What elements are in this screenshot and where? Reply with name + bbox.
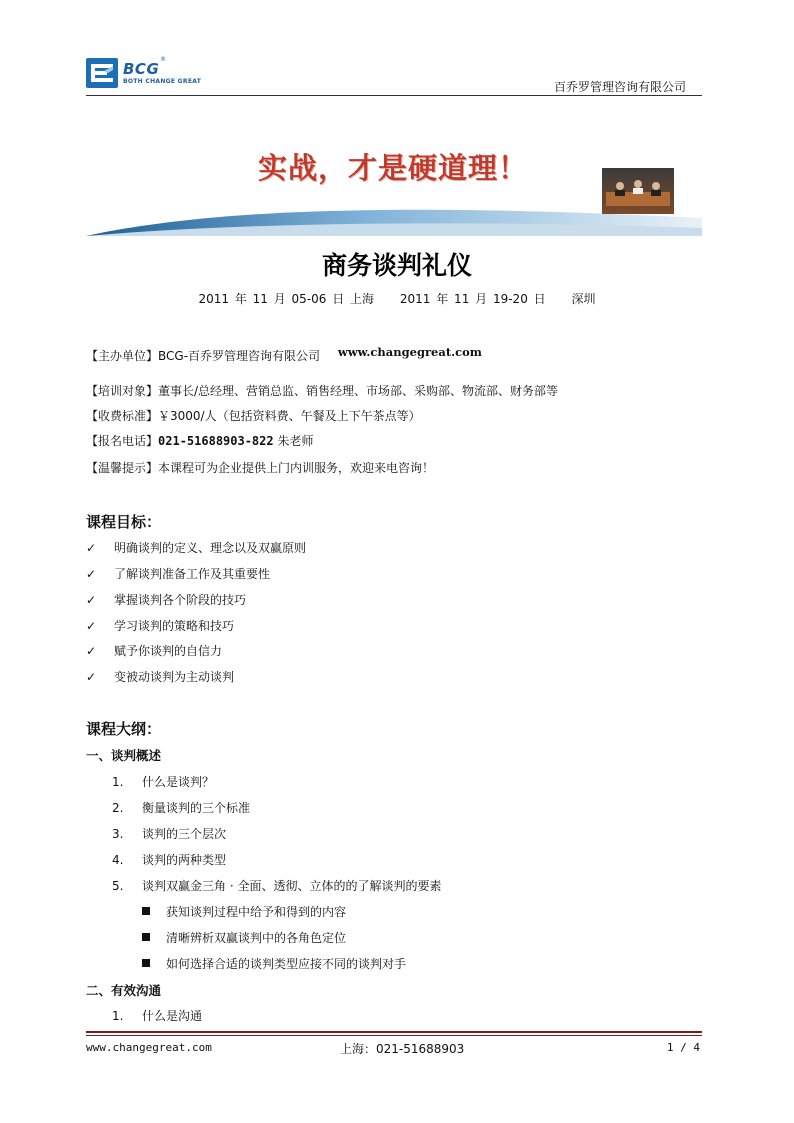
square-bullet-icon [142,933,150,941]
company-name: 百乔罗管理咨询有限公司 [553,80,686,94]
goal-item [86,642,222,659]
info-tip [86,459,434,476]
goal-item [86,591,246,608]
outline-item [112,877,441,894]
checkmark-icon: ✓ [86,670,97,684]
outline-subitem [142,903,346,920]
course-title: 商务谈判礼仪 [321,251,472,280]
city-shenzhen: 深圳 [571,292,596,306]
fee-value: ￥3000/人（包括资料费、午餐及上下午茶点等） [158,409,421,423]
organizer-value: BCG-百乔罗管理咨询有限公司 [158,349,321,363]
phone-value: 021-51688903-822 [158,434,274,448]
outline-heading: 课程大纲： [86,720,162,738]
square-bullet-icon [142,959,150,967]
goal-item [86,617,234,634]
goal-item [86,565,270,582]
outline-part-1-title: 一、谈判概述 [86,748,162,763]
item-text: 衡量谈判的三个标准 [142,801,251,815]
organizer-label: 【主办单位】 [86,349,159,363]
outline-item [112,825,226,842]
item-number: 3. [112,827,124,841]
goals-heading: 课程目标： [86,513,162,531]
tip-value: 本课程可为企业提供上门内训服务，欢迎来电咨询！ [158,461,435,475]
tip-label: 【温馨提示】 [86,461,159,475]
item-number: 2. [112,801,124,815]
subitem-text: 获知谈判过程中给予和得到的内容 [166,905,347,919]
fee-label: 【收费标准】 [86,409,159,423]
goal-text: 掌握谈判各个阶段的技巧 [114,593,247,607]
header-divider [86,95,702,96]
checkmark-icon: ✓ [86,644,97,658]
goal-text: 学习谈判的策略和技巧 [114,619,235,633]
goal-item [86,668,234,685]
outline-item [112,799,250,816]
item-number: 1. [112,775,124,789]
info-fee [86,407,421,424]
logo-subtitle: BOTH CHANGE GREAT [123,78,202,85]
logo-registered-mark: ® [160,56,166,63]
item-text: 什么是沟通 [142,1009,203,1023]
checkmark-icon: ✓ [86,619,97,633]
outline-part-2-title: 二、有效沟通 [86,983,162,998]
date-shanghai: 2011 年 11 月 05-06 日 上海 [198,292,375,306]
page-number: 1 / 4 [666,1041,700,1054]
item-number: 4. [112,853,124,867]
footer-phone: 上海：021-51688903 [340,1042,465,1056]
phone-contact: 朱老师 [277,434,314,448]
goal-item [86,539,306,556]
date-shenzhen: 2011 年 11 月 19-20 日 [399,292,546,306]
goal-text: 赋予你谈判的自信力 [114,644,223,658]
footer-divider-thin [86,1035,702,1036]
subitem-text: 清晰辨析双赢谈判中的各角色定位 [166,931,347,945]
course-dates [0,290,794,307]
footer-website-link[interactable]: www.changegreat.com [86,1041,212,1054]
square-bullet-icon [142,907,150,915]
outline-item [112,773,214,790]
checkmark-icon: ✓ [86,593,97,607]
info-audience [86,382,558,399]
checkmark-icon: ✓ [86,567,97,581]
banner-slogan: 实战，才是硬道理！ [258,151,529,185]
audience-value: 董事长/总经理、营销总监、销售经理、市场部、采购部、物流部、财务部等 [158,384,559,398]
goal-text: 了解谈判准备工作及其重要性 [114,567,271,581]
item-text: 谈判的两种类型 [142,853,227,867]
website-link[interactable]: www.changegreat.com [337,345,482,359]
item-number: 1. [112,1009,124,1023]
outline-item [112,1007,202,1024]
item-text: 什么是谈判？ [142,775,215,789]
audience-label: 【培训对象】 [86,384,159,398]
checkmark-icon: ✓ [86,541,97,555]
goal-text: 变被动谈判为主动谈判 [114,670,235,684]
item-text: 谈判双赢金三角 · 全面、透彻、立体的的了解谈判的要素 [142,879,442,893]
outline-subitem [142,955,406,972]
footer-divider [86,1031,702,1033]
outline-item [112,851,226,868]
info-phone [86,432,313,449]
bcg-logo-icon [86,58,118,88]
info-organizer [86,347,482,364]
item-number: 5. [112,879,124,893]
subitem-text: 如何选择合适的谈判类型应接不同的谈判对手 [166,957,407,971]
goal-text: 明确谈判的定义、理念以及双赢原则 [114,541,307,555]
logo-text: BCG [123,60,160,78]
phone-label: 【报名电话】 [86,434,159,448]
outline-subitem [142,929,346,946]
item-text: 谈判的三个层次 [142,827,227,841]
